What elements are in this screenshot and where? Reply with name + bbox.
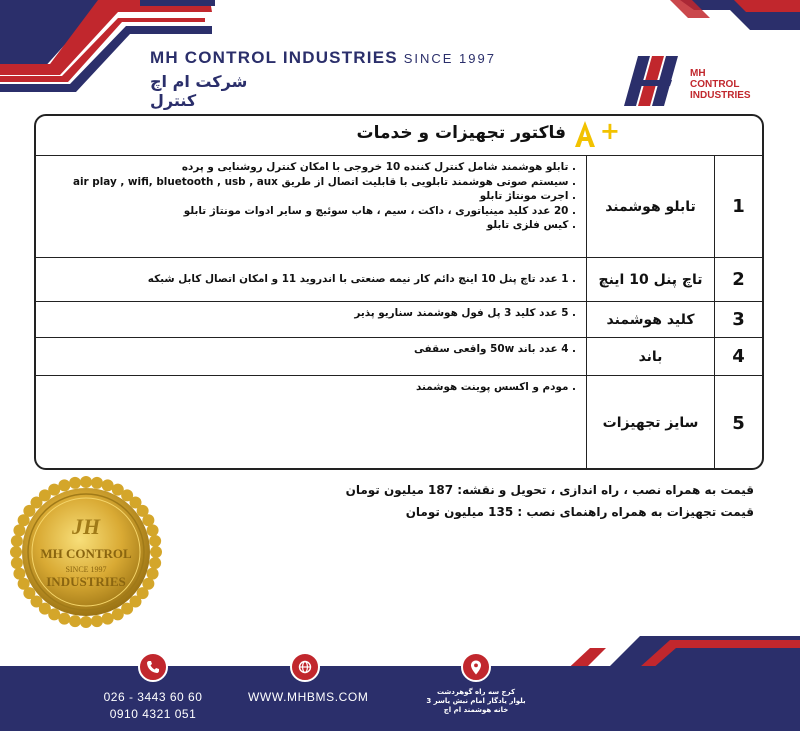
seal-edge-scallop bbox=[58, 479, 70, 491]
address-line: خانه هوشمند ام اچ bbox=[443, 706, 509, 714]
invoice-title: فاکتور تجهیزات و خدمات bbox=[356, 123, 566, 143]
row-description bbox=[36, 302, 586, 337]
description-line: . 5 عدد کلید 3 پل فول هوشمند سناریو پذیر bbox=[354, 307, 576, 319]
description-line: . سیستم صوتی هوشمند تابلویی با قابلیت اتصال از طریق air play , wifi, bluetooth , usb , aux bbox=[72, 175, 576, 188]
logo-text bbox=[690, 68, 752, 101]
logo-text-line2: INDUSTRIES bbox=[690, 90, 751, 101]
description-line: . اجرت مونتاژ تابلو bbox=[479, 190, 576, 203]
row-number: 3 bbox=[714, 302, 762, 337]
description-line: . 20 عدد کلید مینیاتوری ، داکت ، سیم ، هاب سوئیچ و سایر ادوات مونتاژ تابلو bbox=[183, 204, 576, 217]
seal-text-top: MH CONTROL bbox=[40, 546, 132, 561]
company-name-en bbox=[150, 48, 570, 68]
mh-logo-icon bbox=[622, 52, 688, 110]
seal-edge-scallop bbox=[91, 615, 103, 627]
invoice-row bbox=[36, 258, 762, 302]
seal-edge-scallop bbox=[80, 616, 92, 628]
invoice-table bbox=[34, 114, 764, 470]
row-item-name: باند bbox=[586, 338, 714, 375]
seal-edge-scallop bbox=[69, 615, 81, 627]
row-item-name: تابلو هوشمند bbox=[586, 156, 714, 257]
header-stripes-right bbox=[670, 0, 800, 45]
row-number: 1 bbox=[714, 156, 762, 257]
company-header bbox=[150, 48, 570, 110]
company-name-fa: شرکت ام اچ کنترل bbox=[150, 72, 248, 110]
description-line: . 4 عدد باند 50w واقعی سقفی bbox=[414, 343, 576, 355]
seal-edge-scallop bbox=[69, 477, 81, 489]
price-total-with-installation: قیمت به همراه نصب ، راه اندازی ، تحویل و نقشه: 187 میلیون تومان bbox=[345, 483, 754, 497]
seal-edge-scallop bbox=[147, 524, 159, 536]
since-year: SINCE 1997 bbox=[403, 51, 496, 66]
seal-edge-scallop bbox=[149, 535, 161, 547]
seal-edge-scallop bbox=[149, 557, 161, 569]
description-line: . مودم و اکسس پوینت هوشمند bbox=[416, 381, 576, 393]
row-description bbox=[36, 338, 586, 375]
description-line: . 1 عدد تاچ پنل 10 اینچ دائم کار نیمه صنعتی با اندروید 11 و امکان اتصال کابل شبکه bbox=[147, 273, 576, 286]
description-line: . تابلو هوشمند شامل کنترل کننده 10 خروجی با امکان کنترل روشنایی و پرده bbox=[181, 161, 576, 173]
phone-landline[interactable]: 026 - 3443 60 60 bbox=[103, 690, 203, 704]
price-equipment-only: قیمت تجهیزات به همراه راهنمای نصب : 135 میلیون تومان bbox=[405, 505, 754, 519]
seal-edge-scallop bbox=[10, 546, 22, 558]
svg-text:JH: JH bbox=[71, 514, 101, 539]
description-line: . کیس فلزی تابلو bbox=[486, 219, 576, 232]
company-logo bbox=[622, 52, 752, 112]
seal-edge-scallop bbox=[80, 476, 92, 488]
row-number: 4 bbox=[714, 338, 762, 375]
row-item-name: تاچ پنل 10 اینچ bbox=[586, 258, 714, 301]
address-line: بلوار یادگار امام نبش یاسر 3 bbox=[426, 697, 526, 705]
seal-text-mid: SINCE 1997 bbox=[65, 565, 107, 574]
footer-address bbox=[418, 688, 534, 715]
phone-icon bbox=[138, 652, 168, 682]
row-description bbox=[36, 156, 586, 257]
invoice-row bbox=[36, 376, 762, 470]
row-description bbox=[36, 376, 586, 470]
gold-seal-icon bbox=[10, 476, 162, 628]
grade-a-plus-icon bbox=[573, 119, 597, 149]
footer-phones bbox=[95, 689, 211, 723]
location-pin-icon bbox=[461, 652, 491, 682]
seal-edge-scallop bbox=[102, 613, 114, 625]
row-number: 2 bbox=[714, 258, 762, 301]
seal-edge-scallop bbox=[91, 477, 103, 489]
row-item-name: کلید هوشمند bbox=[586, 302, 714, 337]
seal-edge-scallop bbox=[11, 557, 23, 569]
address-line: کرج سه راه گوهردشت bbox=[436, 688, 516, 696]
row-number: 5 bbox=[714, 376, 762, 470]
seal-edge-scallop bbox=[13, 568, 25, 580]
globe-icon bbox=[290, 652, 320, 682]
website-link[interactable]: WWW.MHBMS.COM bbox=[248, 690, 369, 704]
row-item-name: سایز تجهیزات bbox=[586, 376, 714, 470]
invoice-row bbox=[36, 156, 762, 258]
seal-edge-scallop bbox=[11, 535, 23, 547]
seal-edge-scallop bbox=[150, 546, 162, 558]
invoice-title-row bbox=[36, 116, 762, 156]
plus-icon: + bbox=[599, 117, 620, 145]
phone-mobile[interactable]: 0910 4321 051 bbox=[109, 707, 197, 721]
company-name-text: MH CONTROL INDUSTRIES bbox=[150, 48, 398, 67]
invoice-row bbox=[36, 302, 762, 338]
seal-text-bottom: INDUSTRIES bbox=[46, 574, 126, 589]
row-description bbox=[36, 258, 586, 301]
logo-text-line1: MH CONTROL bbox=[690, 68, 740, 90]
invoice-row bbox=[36, 338, 762, 376]
